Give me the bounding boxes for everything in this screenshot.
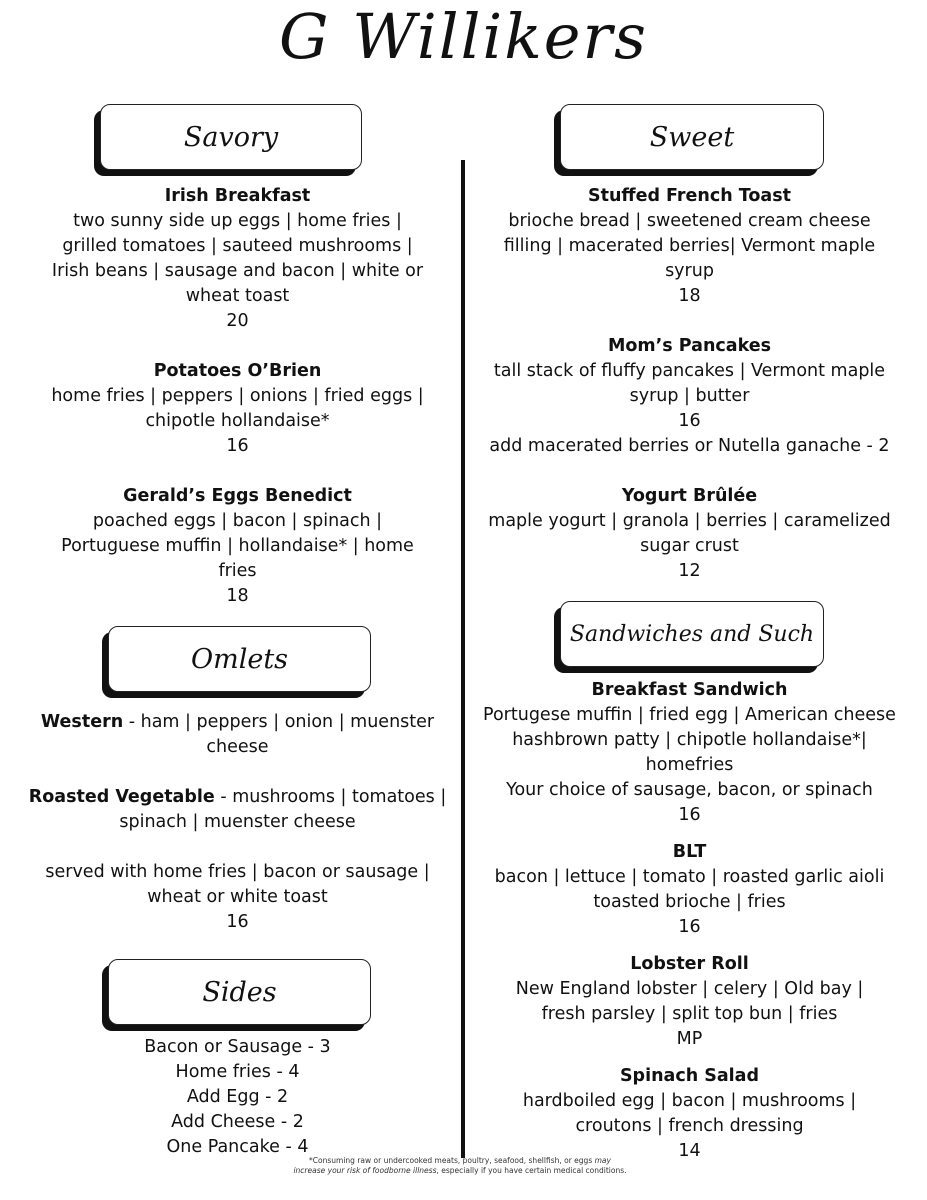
column-divider xyxy=(461,160,465,1158)
raw-food-disclaimer xyxy=(240,1156,680,1176)
item-price: 12 xyxy=(678,561,701,581)
restaurant-title: G Willikers xyxy=(279,0,648,73)
footnote-text: increase your risk of foodborne illness xyxy=(293,1166,437,1175)
item-desc: hardboiled egg | bacon | mushrooms | xyxy=(522,1091,857,1111)
item-name: Yogurt Brûlée xyxy=(621,486,758,506)
item-desc: syrup xyxy=(665,261,714,281)
item-price: 16 xyxy=(678,411,701,431)
item-desc: brioche bread | sweetened cream cheese xyxy=(508,211,871,231)
savory-heading: Savory xyxy=(100,104,362,170)
served-with: wheat or white toast xyxy=(147,887,328,907)
item-desc: New England lobster | celery | Old bay | xyxy=(515,979,864,999)
item-desc: wheat toast xyxy=(185,286,290,306)
item-desc: poached eggs | bacon | spinach | xyxy=(92,511,383,531)
item-price: 16 xyxy=(226,912,249,932)
item-desc: tall stack of fluffy pancakes | Vermont maple xyxy=(493,361,886,381)
menu-item xyxy=(472,840,907,940)
item-name: Breakfast Sandwich xyxy=(591,680,788,700)
savory-banner xyxy=(100,104,362,170)
omlet-roasted-vegetable xyxy=(20,785,455,810)
menu-item xyxy=(20,184,455,334)
side-item: Add Cheese - 2 xyxy=(171,1112,304,1132)
menu-item xyxy=(472,484,907,584)
item-desc: croutons | french dressing xyxy=(575,1116,804,1136)
item-desc: cheese xyxy=(206,737,269,757)
item-price: MP xyxy=(676,1029,703,1049)
item-price: 16 xyxy=(678,917,701,937)
item-name: Roasted Vegetable xyxy=(28,787,215,807)
sides-section xyxy=(20,1035,455,1160)
item-name: Mom’s Pancakes xyxy=(607,336,772,356)
sweet-banner xyxy=(560,104,824,170)
side-item: Home fries - 4 xyxy=(175,1062,300,1082)
item-price: 16 xyxy=(226,436,249,456)
menu-item xyxy=(20,359,455,459)
sweet-heading: Sweet xyxy=(560,104,824,170)
item-desc: home fries | peppers | onions | fried eggs | xyxy=(51,386,424,406)
omlets-section xyxy=(20,710,455,935)
menu-item xyxy=(472,952,907,1052)
footnote-text: *Consuming raw or undercooked meats, poultry, seafood, shellfish, or eggs xyxy=(309,1156,595,1165)
item-desc: chipotle hollandaise* xyxy=(145,411,330,431)
sides-heading: Sides xyxy=(108,959,371,1025)
omlet-western xyxy=(20,710,455,735)
menu-item xyxy=(20,484,455,609)
omlets-banner xyxy=(108,626,371,692)
side-item: Bacon or Sausage - 3 xyxy=(144,1037,331,1057)
item-desc: - ham | peppers | onion | muenster xyxy=(123,712,435,732)
sides-banner xyxy=(108,959,371,1025)
menu-item xyxy=(472,184,907,309)
item-desc: Your choice of sausage, bacon, or spinach xyxy=(506,780,873,800)
side-item: One Pancake - 4 xyxy=(166,1137,309,1157)
item-desc: fresh parsley | split top bun | fries xyxy=(541,1004,838,1024)
item-desc: Portugese muffin | fried egg | American cheese xyxy=(483,705,896,725)
item-desc: bacon | lettuce | tomato | roasted garlic aioli xyxy=(494,867,885,887)
item-desc: spinach | muenster cheese xyxy=(119,812,356,832)
item-price: 18 xyxy=(226,586,249,606)
item-name: Irish Breakfast xyxy=(164,186,311,206)
item-desc: grilled tomatoes | sauteed mushrooms | xyxy=(62,236,413,256)
item-desc: Irish beans | sausage and bacon | white or xyxy=(51,261,424,281)
item-desc: filling | macerated berries| Vermont maple xyxy=(503,236,876,256)
menu-item xyxy=(472,1064,907,1164)
sandwiches-heading: Sandwiches and Such xyxy=(560,601,824,667)
item-extra: add macerated berries or Nutella ganache - 2 xyxy=(489,436,890,456)
footnote-text: may xyxy=(594,1156,611,1165)
item-desc: toasted brioche | fries xyxy=(593,892,786,912)
item-name: Stuffed French Toast xyxy=(587,186,792,206)
item-name: Western xyxy=(40,712,124,732)
sandwiches-banner xyxy=(560,601,824,667)
menu-item xyxy=(472,678,907,828)
item-name: BLT xyxy=(672,842,707,862)
menu-item xyxy=(472,334,907,459)
sweet-section xyxy=(472,184,907,584)
item-desc: syrup | butter xyxy=(629,386,750,406)
item-name: Spinach Salad xyxy=(619,1066,760,1086)
sandwiches-section xyxy=(472,678,907,1164)
item-desc: sugar crust xyxy=(640,536,739,556)
item-name: Lobster Roll xyxy=(630,954,749,974)
item-desc: hashbrown patty | chipotle hollandaise*| xyxy=(512,730,867,750)
item-desc: maple yogurt | granola | berries | caramelized xyxy=(488,511,891,531)
item-price: 16 xyxy=(678,805,701,825)
item-name: Gerald’s Eggs Benedict xyxy=(123,486,352,506)
item-price: 20 xyxy=(226,311,249,331)
item-desc: fries xyxy=(218,561,257,581)
item-desc: - mushrooms | tomatoes | xyxy=(214,787,447,807)
item-price: 14 xyxy=(678,1141,701,1161)
footnote-text: , especially if you have certain medical conditions. xyxy=(436,1166,627,1175)
item-desc: Portuguese muffin | hollandaise* | home xyxy=(61,536,414,556)
savory-section xyxy=(20,184,455,609)
item-desc: two sunny side up eggs | home fries | xyxy=(73,211,402,231)
item-desc: homefries xyxy=(645,755,734,775)
omlets-heading: Omlets xyxy=(108,626,371,692)
served-with: served with home fries | bacon or sausage | xyxy=(45,862,430,882)
item-name: Potatoes O’Brien xyxy=(153,361,322,381)
item-price: 18 xyxy=(678,286,701,306)
side-item: Add Egg - 2 xyxy=(186,1087,289,1107)
